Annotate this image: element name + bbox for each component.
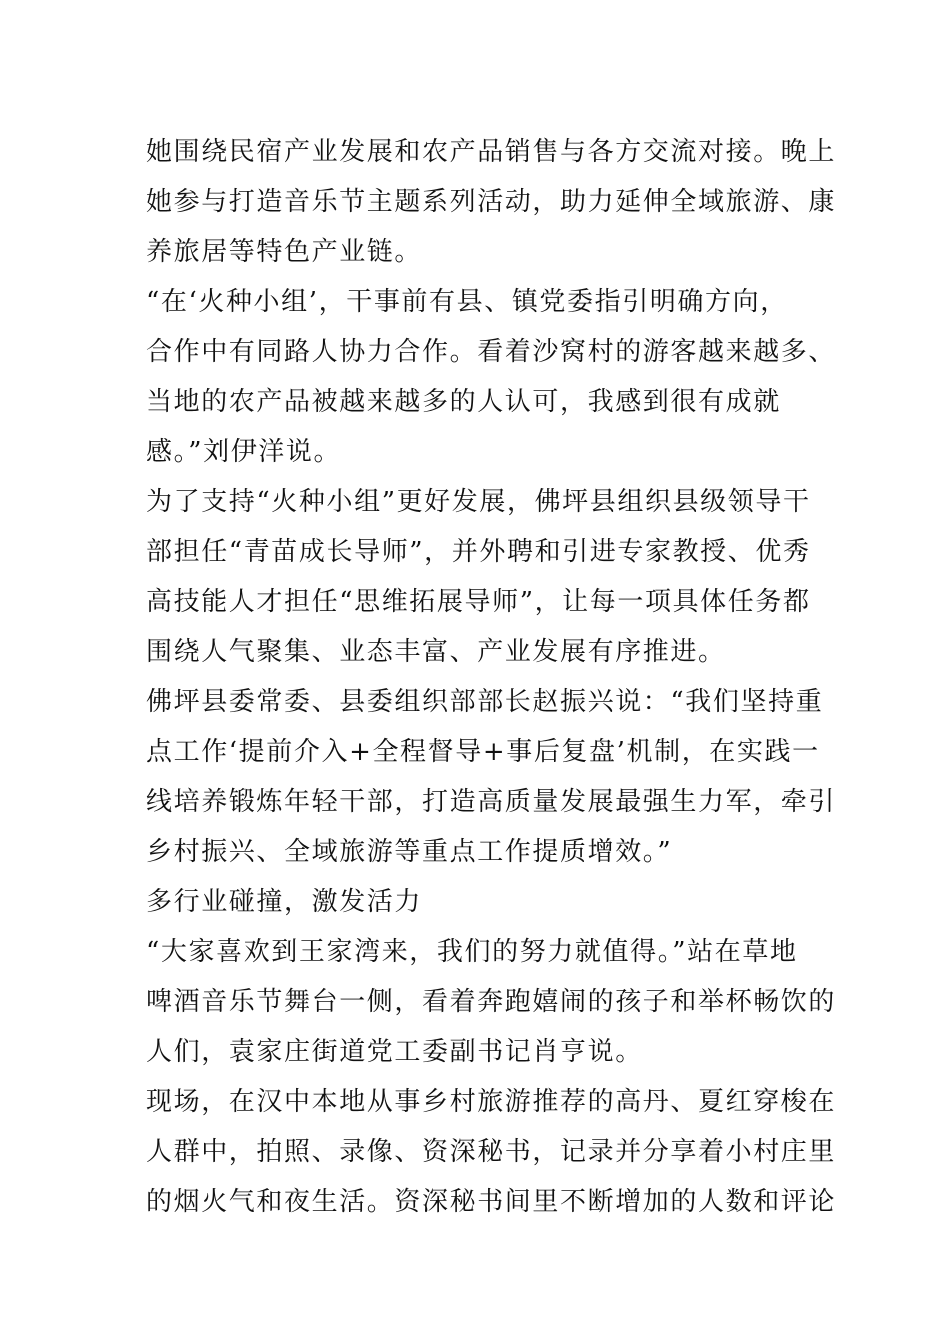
text-line: “大家喜欢到王家湾来，我们的努力就值得。”站在草地 — [146, 937, 798, 967]
text-line: 围绕人气聚集、业态丰富、产业发展有序推进。 — [146, 637, 726, 667]
text-line: 点工作‘提前介入+全程督导+事后复盘’机制，在实践一 — [146, 737, 820, 767]
section-heading-text: 多行业碰撞，激发活力 — [146, 887, 423, 917]
text-line: 现场，在汉中本地从事乡村旅游推荐的高丹、夏红穿梭在 — [146, 1087, 837, 1117]
text-line: 她参与打造音乐节主题系列活动，助力延伸全域旅游、康 — [146, 187, 837, 217]
text-line: 部担任“青苗成长导师”，并外聘和引进专家教授、优秀 — [146, 537, 811, 567]
paragraph-2 — [146, 277, 837, 477]
text-line: 感。”刘伊洋说。 — [146, 437, 342, 467]
text-line: 高技能人才担任“思维拓展导师”，让每一项具体任务都 — [146, 587, 811, 617]
text-line: 合作中有同路人协力合作。看着沙窝村的游客越来越多、 — [146, 337, 837, 367]
text-line: 为了支持“火种小组”更好发展，佛坪县组织县级领导干 — [146, 487, 811, 517]
text-line: 人群中，拍照、录像、资深秘书，记录并分享着小村庄里 — [146, 1137, 837, 1167]
text-line: 人们，袁家庄街道党工委副书记肖亨说。 — [146, 1037, 643, 1067]
paragraph-4 — [146, 677, 837, 877]
text-line: 佛坪县委常委、县委组织部部长赵振兴说：“我们坚持重 — [146, 687, 824, 717]
paragraph-3 — [146, 477, 811, 677]
article-body — [146, 127, 837, 1227]
text-line: 养旅居等特色产业链。 — [146, 237, 423, 267]
text-line: 的烟火气和夜生活。资深秘书间里不断增加的人数和评论 — [146, 1187, 837, 1217]
text-line: 她围绕民宿产业发展和农产品销售与各方交流对接。晚上 — [146, 137, 837, 167]
section-heading — [146, 877, 808, 927]
text-line: “在‘火种小组’，干事前有县、镇党委指引明确方向， — [146, 287, 788, 317]
text-line: 啤酒音乐节舞台一侧，看着奔跑嬉闹的孩子和举杯畅饮的 — [146, 987, 837, 1017]
paragraph-1 — [146, 127, 837, 277]
paragraph-5 — [146, 927, 837, 1077]
text-line: 线培养锻炼年轻干部，打造高质量发展最强生力军，牵引 — [146, 787, 837, 817]
paragraph-6 — [146, 1077, 837, 1227]
text-line: 乡村振兴、全域旅游等重点工作提质增效。” — [146, 837, 673, 867]
text-line: 当地的农产品被越来越多的人认可，我感到很有成就 — [146, 387, 781, 417]
